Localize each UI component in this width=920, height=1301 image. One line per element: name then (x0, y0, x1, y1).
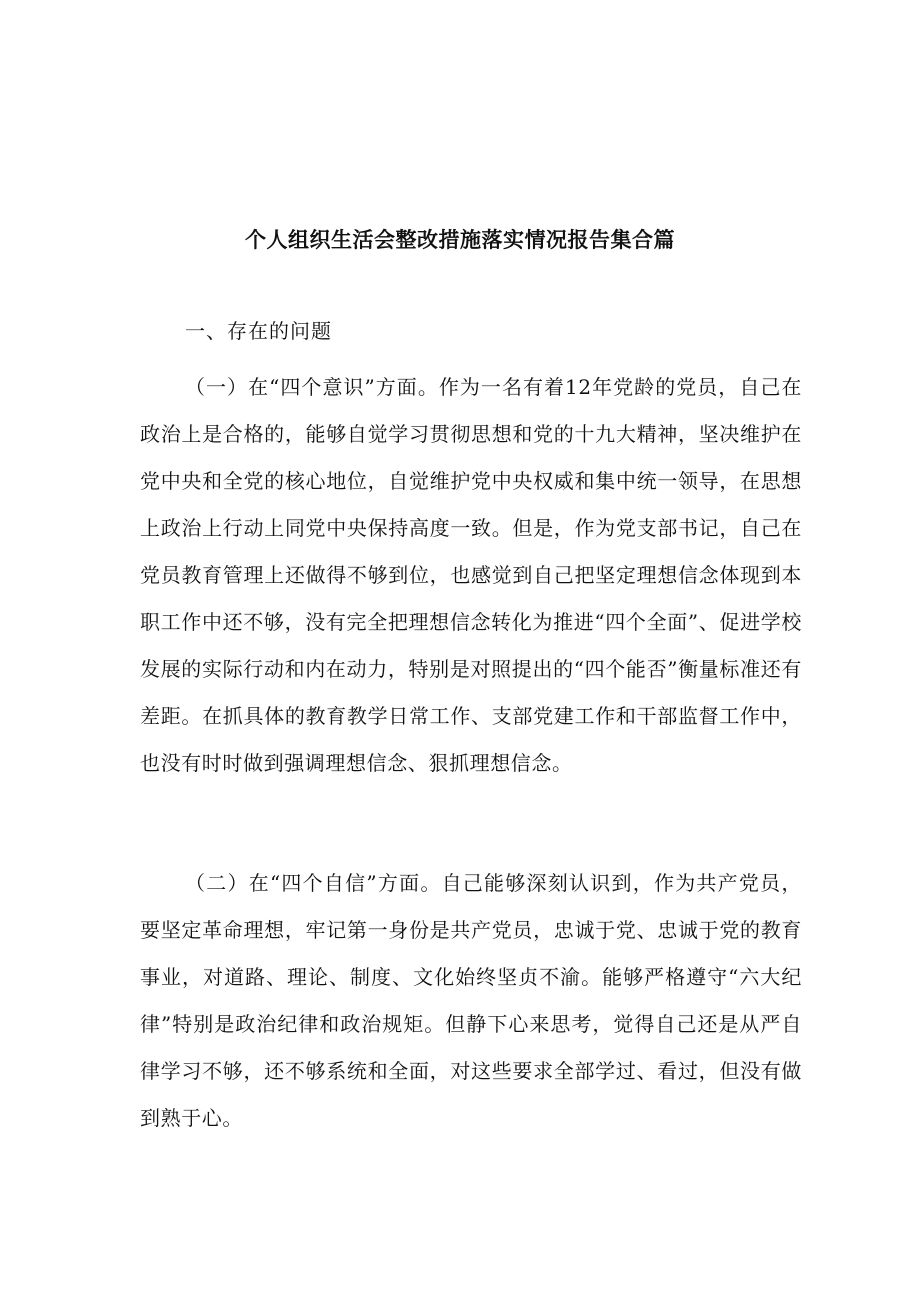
document-title: 个人组织生活会整改措施落实情况报告集合篇 (245, 228, 675, 252)
paragraph-four-confidences: （二）在“四个自信”方面。自己能够深刻认识到，作为共产党员，要坚定革命理想，牢记第一身份是共产党员，忠诚于党、忠诚于党的教育事业，对道路、理论、制度、文化始终坚贞不渝。能够严格遵守“六大纪律”特别是政治纪律和政治规矩。但静下心来思考，觉得自己还是从严自律学习不够，还不够系统和全面，对这些要求全部学过、看过，但没有做到熟于心。 (140, 871, 802, 1130)
paragraph-four-consciousness: （一）在“四个意识”方面。作为一名有着12年党龄的党员，自己在政治上是合格的，能够自觉学习贯彻思想和党的十九大精神，坚决维护在党中央和全党的核心地位，自觉维护党中央权威和集中统一领导，在思想上政治上行动上同党中央保持高度一致。但是，作为党支部书记，自己在党员教育管理上还做得不够到位，也感觉到自己把坚定理想信念体现到本职工作中还不够，没有完全把理想信念转化为推进“四个全面”、促进学校发展的实际行动和内在动力，特别是对照提出的“四个能否”衡量标准还有差距。在抓具体的教育教学日常工作、支部党建工作和干部监督工作中，也没有时时做到强调理想信念、狠抓理想信念。 (140, 375, 802, 775)
section-heading: 一、存在的问题 (185, 319, 332, 343)
